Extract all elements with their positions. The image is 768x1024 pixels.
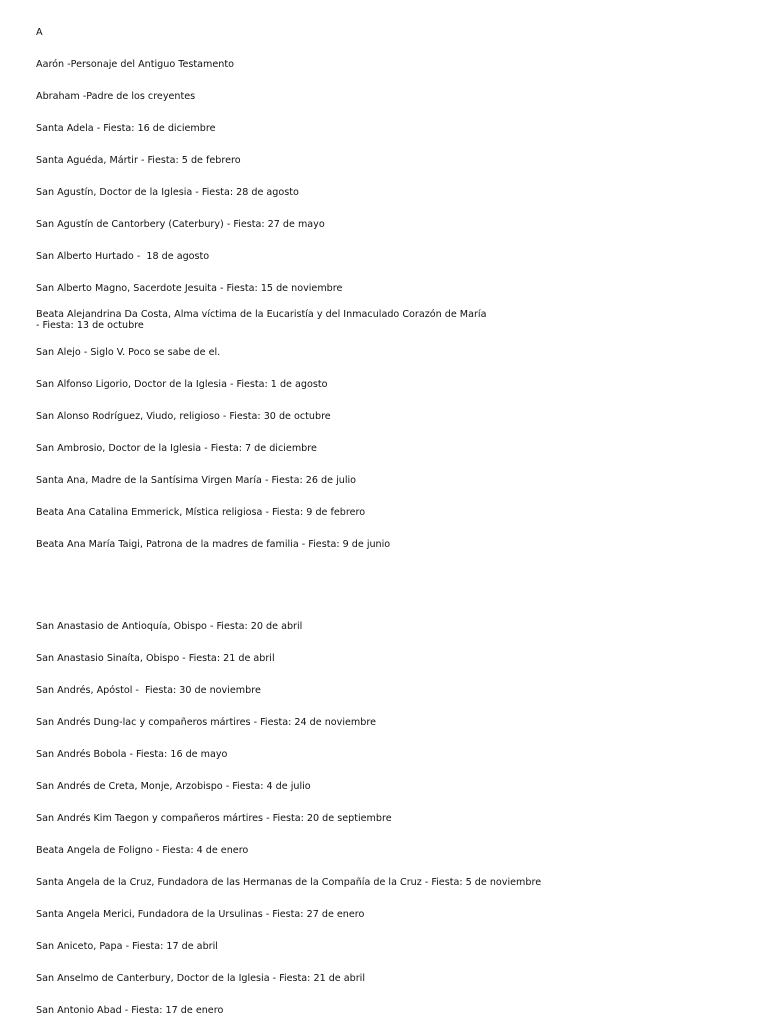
- list-item: Santa Angela Merici, Fundadora de la Ursulinas - Fiesta: 27 de enero: [36, 909, 365, 920]
- list-item: San Antonio Abad - Fiesta: 17 de enero: [36, 1005, 224, 1016]
- list-item: San Andrés Kim Taegon y compañeros mártires - Fiesta: 20 de septiembre: [36, 813, 392, 824]
- list-item: Aarón -Personaje del Antiguo Testamento: [36, 59, 234, 70]
- list-item: San Andrés Bobola - Fiesta: 16 de mayo: [36, 749, 228, 760]
- list-item: Beata Ana María Taigi, Patrona de la madres de familia - Fiesta: 9 de junio: [36, 539, 391, 550]
- list-item: Santa Angela de la Cruz, Fundadora de las Hermanas de la Compañía de la Cruz - Fiesta: 5 de noviembre: [36, 877, 542, 888]
- section-letter: A: [36, 27, 43, 38]
- list-item: San Agustín de Cantorbery (Caterbury) - Fiesta: 27 de mayo: [36, 219, 325, 230]
- list-item: San Andrés Dung-lac y compañeros mártires - Fiesta: 24 de noviembre: [36, 717, 376, 728]
- list-item: Beata Ana Catalina Emmerick, Mística religiosa - Fiesta: 9 de febrero: [36, 507, 366, 518]
- list-item: Santa Ana, Madre de la Santísima Virgen María - Fiesta: 26 de julio: [36, 475, 357, 486]
- list-item: Abraham -Padre de los creyentes: [36, 91, 196, 102]
- list-item: San Andrés, Apóstol - Fiesta: 30 de noviembre: [36, 685, 261, 696]
- list-item: Beata Angela de Foligno - Fiesta: 4 de enero: [36, 845, 249, 856]
- list-item: San Anastasio de Antioquía, Obispo - Fiesta: 20 de abril: [36, 621, 303, 632]
- list-item: San Aniceto, Papa - Fiesta: 17 de abril: [36, 941, 218, 952]
- list-item: San Agustín, Doctor de la Iglesia - Fiesta: 28 de agosto: [36, 187, 299, 198]
- list-item: San Alberto Hurtado - 18 de agosto: [36, 251, 210, 262]
- list-item: San Alberto Magno, Sacerdote Jesuita - Fiesta: 15 de noviembre: [36, 283, 343, 294]
- list-item: San Anastasio Sinaíta, Obispo - Fiesta: 21 de abril: [36, 653, 275, 664]
- list-item: Beata Alejandrina Da Costa, Alma víctima de la Eucaristía y del Inmaculado Corazón de María - Fiesta: 13 de octubre: [36, 309, 487, 331]
- list-item: San Anselmo de Canterbury, Doctor de la Iglesia - Fiesta: 21 de abril: [36, 973, 366, 984]
- list-item: San Alonso Rodríguez, Viudo, religioso - Fiesta: 30 de octubre: [36, 411, 331, 422]
- list-item: San Ambrosio, Doctor de la Iglesia - Fiesta: 7 de diciembre: [36, 443, 317, 454]
- list-item: Santa Adela - Fiesta: 16 de diciembre: [36, 123, 216, 134]
- list-item: San Alfonso Ligorio, Doctor de la Iglesia - Fiesta: 1 de agosto: [36, 379, 328, 390]
- list-item: San Andrés de Creta, Monje, Arzobispo - Fiesta: 4 de julio: [36, 781, 311, 792]
- list-item: San Alejo - Siglo V. Poco se sabe de el.: [36, 347, 221, 358]
- list-item: Santa Aguéda, Mártir - Fiesta: 5 de febrero: [36, 155, 241, 166]
